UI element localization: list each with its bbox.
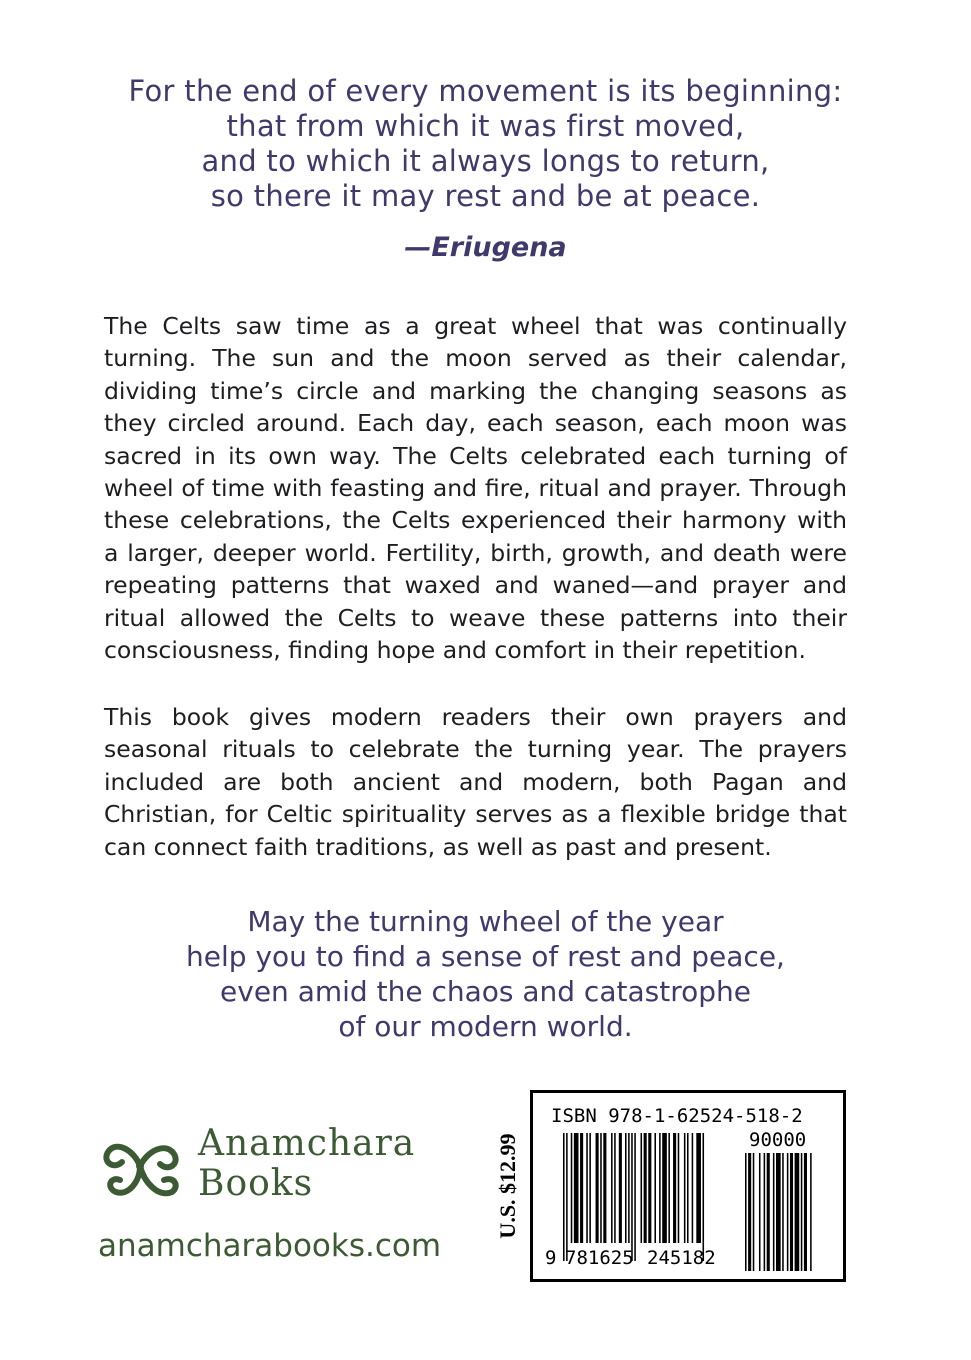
publisher-website: anamcharabooks.com [98, 1228, 442, 1264]
barcode-bar [804, 1153, 807, 1271]
barcode-bar [687, 1133, 689, 1243]
barcode-bar [787, 1153, 789, 1271]
barcode-main-bars [563, 1133, 725, 1261]
closing-line: even amid the chaos and catastrophe [220, 975, 751, 1008]
barcode-bar [586, 1133, 588, 1243]
closing-line: of our modern world. [338, 1010, 633, 1043]
barcode-bar [692, 1133, 694, 1243]
barcode-bar [748, 1153, 751, 1271]
barcode-bar [782, 1153, 784, 1271]
barcode-bar [631, 1133, 633, 1261]
barcode-bar [764, 1153, 766, 1271]
barcode-bar [703, 1133, 705, 1261]
barcode-bar [596, 1133, 599, 1243]
barcode-bar [580, 1133, 583, 1243]
barcode-bar [634, 1133, 636, 1261]
barcode-bar [753, 1153, 755, 1271]
publisher-name [198, 1124, 415, 1204]
barcode-bar [589, 1133, 591, 1243]
triskele-icon [94, 1126, 186, 1206]
barcode-bar [745, 1153, 747, 1271]
barcode-bar [611, 1133, 613, 1243]
barcode-bar [654, 1133, 656, 1243]
barcode-addon-code: 90000 [749, 1129, 807, 1151]
isbn-label: ISBN 978-1-62524-518-2 [551, 1105, 803, 1127]
barcode-bar [662, 1133, 667, 1243]
publisher-logo [94, 1122, 454, 1212]
barcode-addon-bars [745, 1153, 833, 1271]
barcode-bar [659, 1133, 661, 1243]
barcode-bar [776, 1153, 781, 1271]
barcode-bar [668, 1133, 670, 1243]
barcode-bar [810, 1153, 812, 1271]
barcode-bar [648, 1133, 651, 1243]
barcode-right-digits: 245182 [647, 1247, 716, 1269]
barcode-bar [619, 1133, 622, 1243]
publisher-name-line: Anamchara [198, 1123, 416, 1164]
closing-line: May the turning wheel of the year [247, 905, 724, 938]
barcode-bar [678, 1133, 680, 1243]
description-paragraph-1: The Celts saw time as a great wheel that was continually turning. The sun and the moon served as their calendar, dividing time’s circle and marking the changing seasons as they circled around. Each day, each season, each moon was sacred in its own way. The Celts celebrated each turning of wheel of time with feasting and fire, ritual and prayer. Through these celebrations, the Celts experienced their harmony with a larger, deeper world. Fertility, birth, growth, and death were repeating patterns that waxed and waned—and prayer and ritual allowed the Celts to weave these patterns into their consciousness, finding hope and comfort in their repetition. [104, 312, 847, 665]
barcode-bar [801, 1153, 803, 1271]
closing-line: help you to find a sense of rest and peace, [186, 940, 785, 973]
epigraph-line: so there it may rest and be at peace. [210, 179, 761, 213]
publisher-name-line: Books [198, 1163, 314, 1204]
barcode-bar [795, 1153, 800, 1271]
barcode-bar [574, 1133, 579, 1243]
epigraph-attribution: —Eriugena [404, 232, 567, 263]
barcode-bar [767, 1153, 770, 1271]
barcode-bar [773, 1153, 775, 1271]
barcode-bar [684, 1133, 686, 1243]
barcode-bar [644, 1133, 647, 1243]
epigraph-line: and to which it always longs to return, [201, 144, 770, 178]
barcode-bar [566, 1133, 568, 1261]
barcode-bar [571, 1133, 573, 1243]
barcode-bar [600, 1133, 602, 1243]
epigraph-line: that from which it was first moved, [226, 109, 745, 143]
epigraph-quote [60, 74, 911, 214]
price-label: U.S. $12.99 [495, 1133, 520, 1239]
barcode-bar [696, 1133, 701, 1243]
barcode-left-digits: 781625 [565, 1247, 634, 1269]
barcode-bar [625, 1133, 627, 1243]
barcode-bar [563, 1133, 565, 1261]
epigraph-line: For the end of every movement is its beginning: [128, 74, 843, 108]
description-paragraph-2: This book gives modern readers their own prayers and seasonal rituals to celebrate the turning year. The prayers included are both ancient and modern, both Pagan and Christian, for Celtic spirituality serves as a flexible bridge that can connect faith traditions, as well as past and present. [104, 703, 847, 861]
barcode-bar [790, 1153, 793, 1271]
barcode-lead-digit: 9 [545, 1247, 557, 1269]
barcode-bar [673, 1133, 676, 1243]
barcode-bar [603, 1133, 606, 1243]
barcode-bar [614, 1133, 616, 1243]
barcode-bar [628, 1133, 630, 1243]
barcode-bar [759, 1153, 761, 1271]
isbn-barcode [530, 1090, 846, 1282]
closing-blessing [60, 904, 911, 1044]
barcode-bar [641, 1133, 643, 1243]
